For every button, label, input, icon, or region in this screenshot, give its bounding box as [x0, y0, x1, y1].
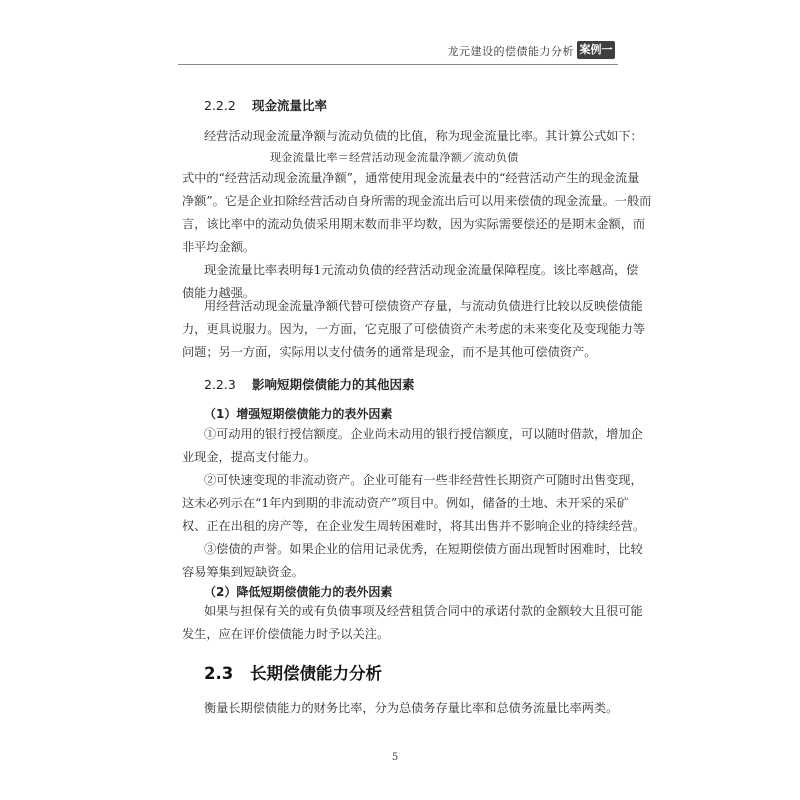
section-title: 现金流量比率 — [252, 98, 328, 113]
list-item-line: 容易筹集到短缺资金。 — [182, 565, 304, 579]
page-number: 5 — [391, 752, 399, 763]
list-item-line: ①可动用的银行授信额度。企业尚未动用的银行授信额度，可以随时借款，增加企 — [204, 427, 643, 441]
section-number: 2.2.3 — [204, 377, 236, 392]
section-heading-2-2-2 — [204, 96, 327, 114]
formula: 现金流量比率＝经营活动现金流量净额／流动负债 — [270, 151, 519, 164]
paragraph-line: 问题；另一方面，实际用以支付债务的通常是现金，而不是其他可偿债资产。 — [182, 345, 597, 359]
paragraph-line: 现金流量比率表明每1元流动负债的经营活动现金流量保障程度。该比率越高，偿 — [204, 263, 639, 277]
list-item-line: ③偿债的声誉。如果企业的信用记录优秀，在短期偿债方面出现暂时困难时，比较 — [204, 542, 643, 556]
section-heading-2-3 — [204, 660, 382, 684]
paragraph-line: 债能力越强。 — [182, 286, 256, 300]
paragraph-line: 非平均金额。 — [182, 240, 256, 254]
section-title: 影响短期偿债能力的其他因素 — [252, 377, 415, 392]
subheading-offbalance-decrease: （2）降低短期偿债能力的表外因素 — [204, 585, 393, 599]
section-number: 2.2.2 — [204, 98, 236, 113]
paragraph-line: 式中的“经营活动现金流量净额”，通常使用现金流量表中的“经营活动产生的现金流量 — [182, 171, 640, 185]
paragraph-line: 发生，应在评价偿债能力时予以关注。 — [182, 627, 390, 641]
running-header-title: 龙元建设的偿债能力分析 — [447, 45, 574, 58]
subheading-offbalance-increase: （1）增强短期偿债能力的表外因素 — [204, 407, 393, 421]
paragraph-line: 衡量长期偿债能力的财务比率，分为总债务存量比率和总债务流量比率两类。 — [204, 701, 619, 715]
section-number: 2.3 — [204, 664, 234, 683]
paragraph-line: 用经营活动现金流量净额代替可偿债资产存量，与流动负债进行比较以反映偿债能 — [204, 299, 643, 313]
paragraph-line: 力，更具说服力。因为，一方面，它克服了可偿债资产未考虑的未来变化及变现能力等 — [182, 322, 646, 336]
list-item-line: ②可快速变现的非流动资产。企业可能有一些非经营性长期资产可随时出售变现， — [204, 473, 643, 487]
header-rule — [178, 64, 618, 65]
paragraph-line: 言，该比率中的流动负债采用期末数而非平均数，因为实际需要偿还的是期末金额，而 — [182, 217, 646, 231]
chapter-badge: 案例一 — [577, 41, 615, 59]
list-item-line: 业现金，提高支付能力。 — [182, 450, 317, 464]
paragraph-line: 如果与担保有关的或有负债事项及经营租赁合同中的承诺付款的金额较大且很可能 — [204, 604, 643, 618]
section-heading-2-2-3 — [204, 375, 415, 393]
section-title: 长期偿债能力分析 — [250, 664, 382, 683]
list-item-line: 这未必列示在“1年内到期的非流动资产”项目中。例如，储备的土地、未开采的采矿 — [182, 496, 629, 510]
list-item-line: 权、正在出租的房产等，在企业发生周转困难时，将其出售并不影响企业的持续经营。 — [182, 519, 646, 533]
paragraph-line: 净额”。它是企业扣除经营活动自身所需的现金流出后可以用来偿债的现金流量。一般而 — [182, 194, 652, 208]
paragraph-line: 经营活动现金流量净额与流动负债的比值，称为现金流量比率。其计算公式如下： — [204, 129, 643, 143]
